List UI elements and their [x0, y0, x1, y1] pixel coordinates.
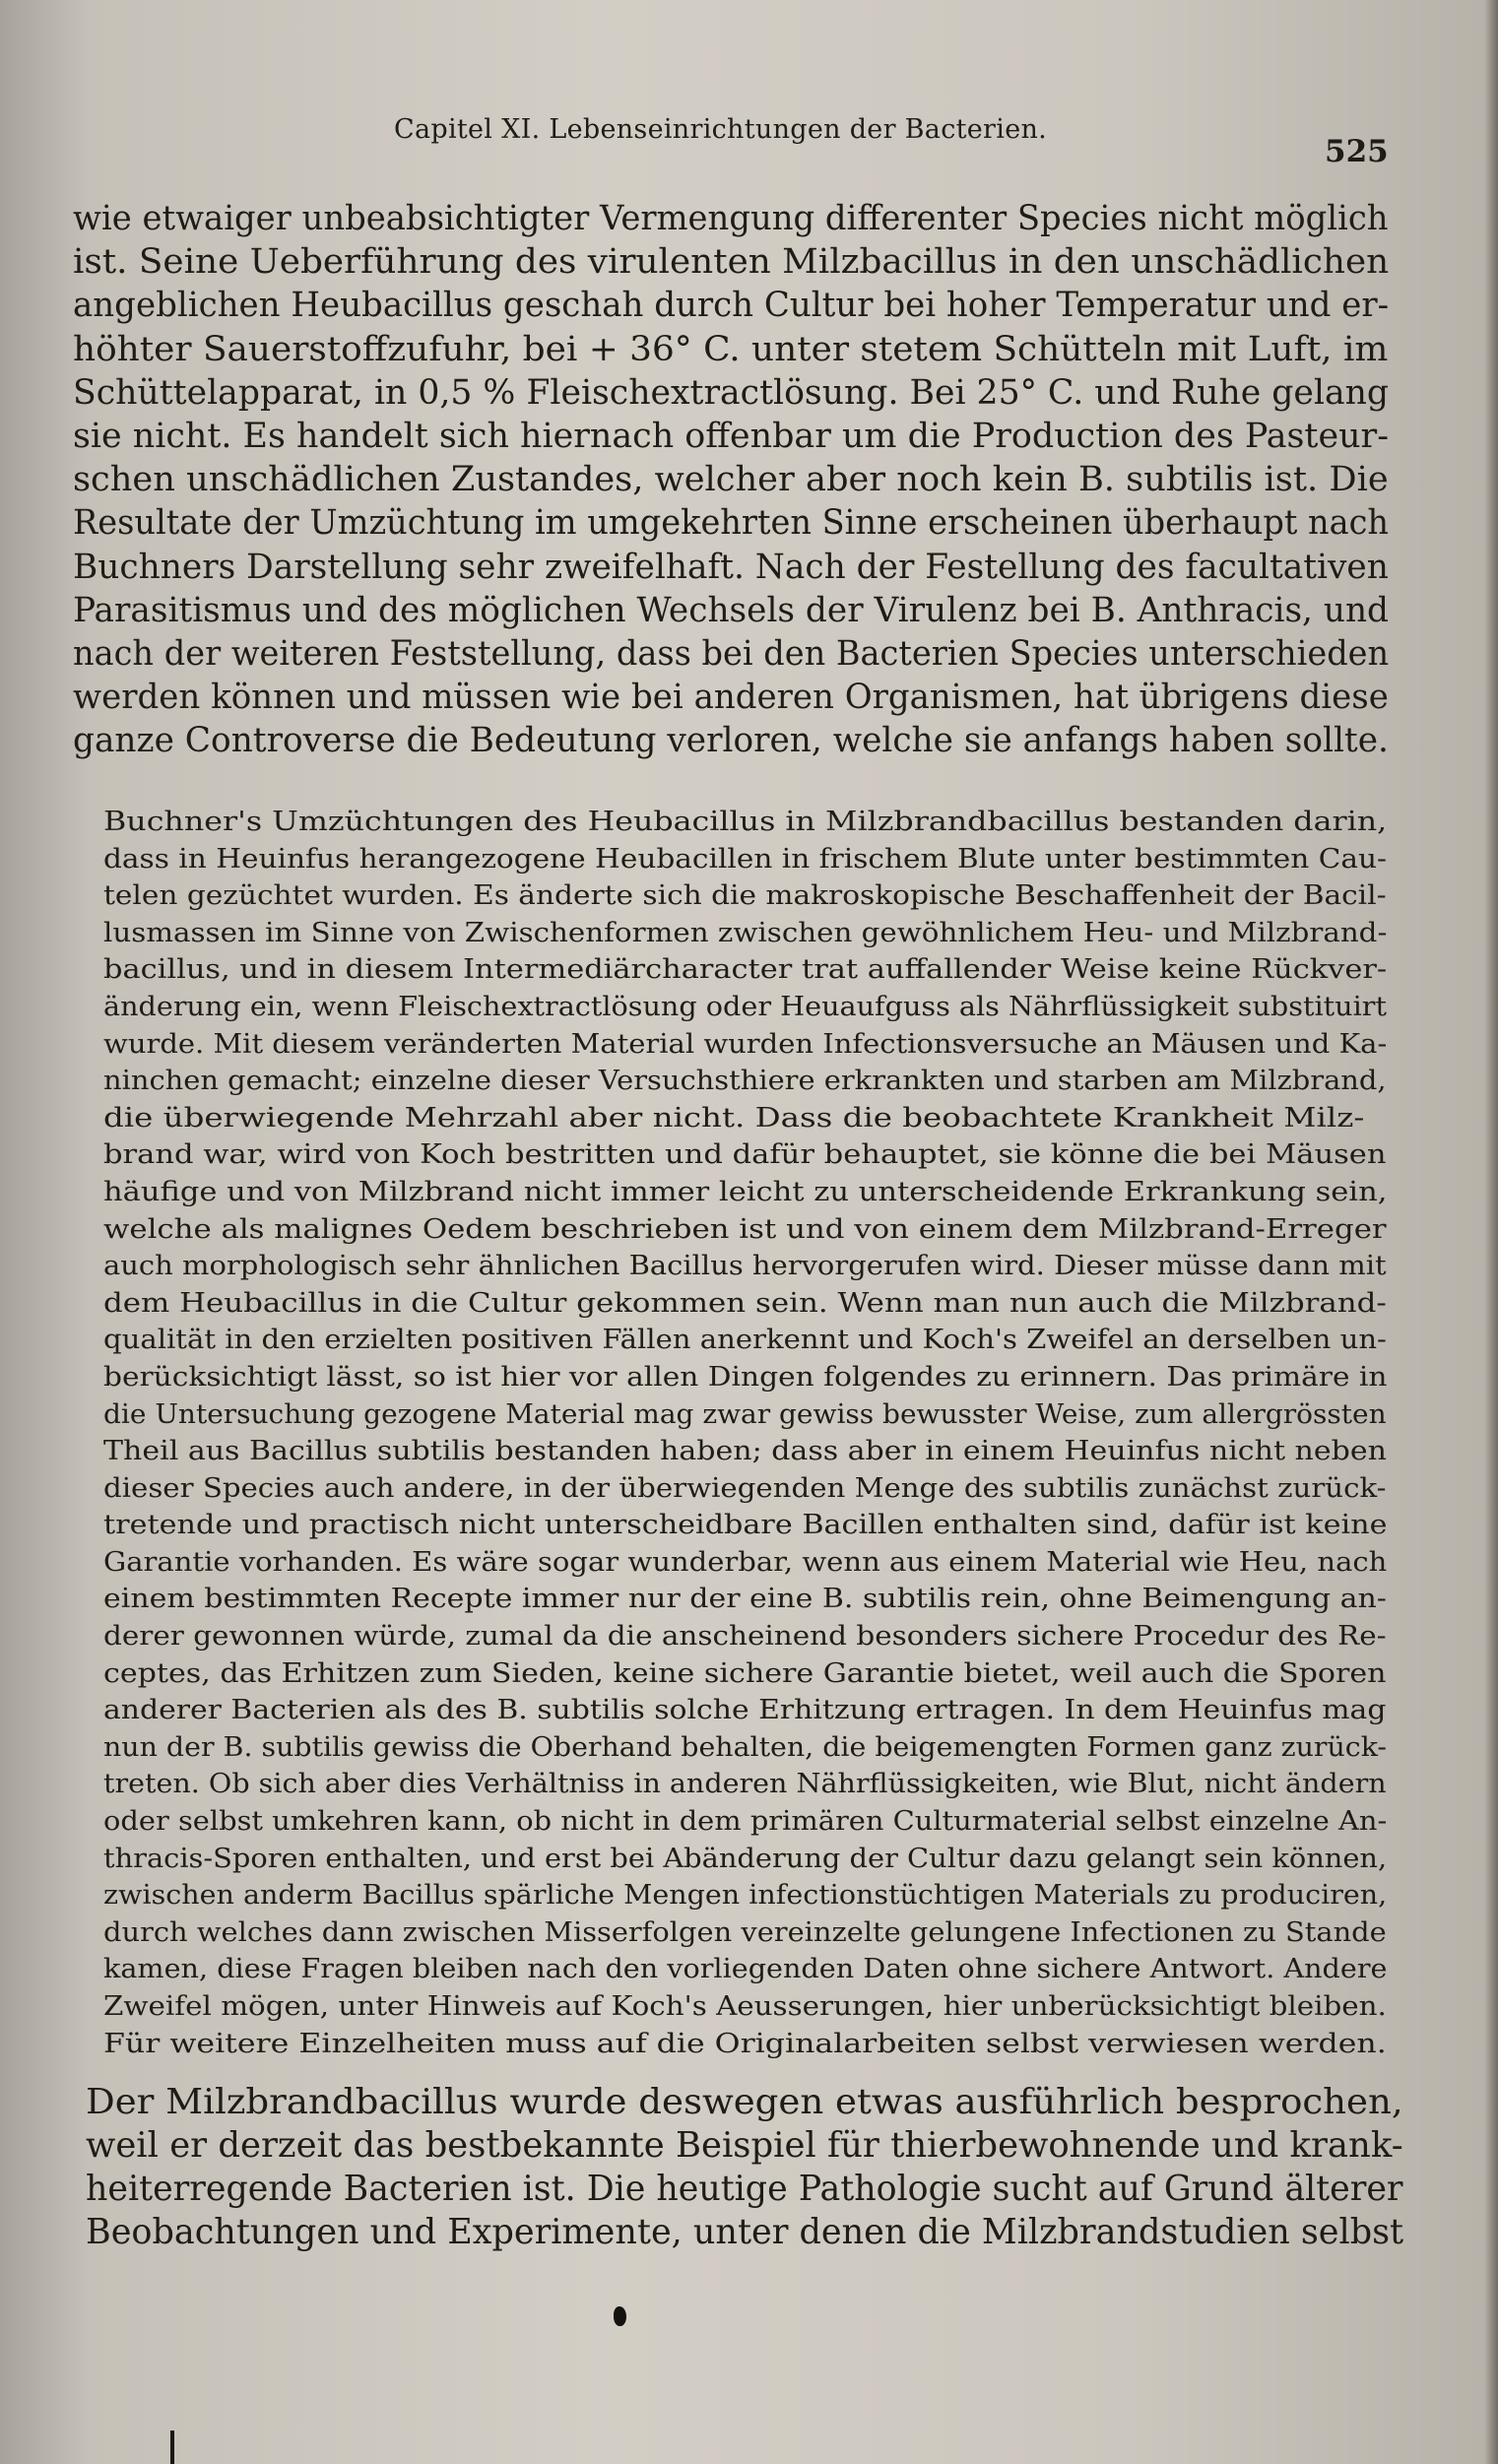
text-line: Resultate der Umzüchtung im umgekehrten Sinne erscheinen überhaupt nach [73, 503, 1390, 544]
note-line: tretende und practisch nicht unterscheidbare Bacillen enthalten sind, dafür ist keine [103, 1509, 1388, 1541]
text-line: Parasitismus und des möglichen Wechsels der Virulenz bei B. Anthracis, und [73, 590, 1390, 630]
note-line: einem bestimmten Recepte immer nur der eine B. subtilis rein, ohne Beimengung an- [103, 1583, 1387, 1615]
note-line: zwischen anderm Bacillus spärliche Mengen infectionstüchtigen Materials zu produciren, [103, 1879, 1388, 1912]
note-line: wurde. Mit diesem veränderten Material wurden Infectionsversuche an Mäusen und Ka- [103, 1027, 1388, 1060]
text-line: wie etwaiger unbeabsichtigter Vermengung differenter Species nicht möglich [73, 199, 1389, 238]
ink-stroke-mark [170, 2431, 174, 2464]
note-line: derer gewonnen würde, zumal da die anscheinend besonders sichere Procedur des Re- [103, 1620, 1387, 1653]
note-line: Für weitere Einzelheiten muss auf die Originalarbeiten selbst verwiesen werden. [103, 2027, 1387, 2059]
paragraph-main-2 [86, 2081, 1431, 2254]
note-line: durch welches dann zwischen Misserfolgen vereinzelte gelungene Infectionen zu Stande [103, 1915, 1387, 1948]
note-line: nun der B. subtilis gewiss die Oberhand behalten, die beigemengten Formen ganz zurück- [103, 1730, 1388, 1763]
note-line: bacillus, und in diesem Intermediärcharacter trat auffallender Weise keine Rückver- [103, 953, 1388, 986]
note-line: dass in Heuinfus herangezogene Heubacillen in frischem Blute unter bestimmten Cau- [103, 842, 1388, 875]
page-header [0, 110, 1498, 169]
note-line: berücksichtigt lässt, so ist hier vor allen Dingen folgendes zu erinnern. Das primäre in [103, 1360, 1388, 1393]
note-line: Garantie vorhanden. Es wäre sogar wunderbar, wenn aus einem Material wie Heu, nach [103, 1545, 1388, 1578]
note-line: ceptes, das Erhitzen zum Sieden, keine sichere Garantie bietet, weil auch die Sporen [103, 1656, 1387, 1689]
note-line: die Untersuchung gezogene Material mag zwar gewiss bewusster Weise, zum allergrössten [103, 1397, 1387, 1430]
note-line: lusmassen im Sinne von Zwischenformen zwischen gewöhnlichem Heu- und Milzbrand- [103, 916, 1388, 948]
ink-blot-mark [614, 2306, 626, 2326]
paragraph-main-1 [73, 197, 1445, 762]
text-line: Schüttelapparat, in 0,5 % Fleischextractlösung. Bei 25° C. und Ruhe gelang [73, 372, 1390, 413]
note-line: treten. Ob sich aber dies Verhältniss in anderen Nährflüssigkeiten, wie Blut, nicht ändern [103, 1768, 1387, 1800]
note-line: änderung ein, wenn Fleischextractlösung oder Heuaufguss als Nährflüssigkeit substituirt [103, 990, 1387, 1022]
note-line: anderer Bacterien als des B. subtilis solche Erhitzung ertragen. In dem Heuinfus mag [103, 1694, 1387, 1726]
note-line: oder selbst umkehren kann, ob nicht in dem primären Culturmaterial selbst einzelne An- [103, 1805, 1388, 1838]
note-line: qualität in den erzielten positiven Fällen anerkennt und Koch's Zweifel an derselben un- [103, 1324, 1387, 1356]
note-block [103, 804, 1388, 2062]
note-line: welche als malignes Oedem beschrieben ist und von einem dem Milzbrand-Erreger [103, 1212, 1387, 1245]
text-line: sie nicht. Es handelt sich hiernach offenbar um die Production des Pasteur- [73, 416, 1390, 456]
text-line: werden können und müssen wie bei anderen Organismen, hat übrigens diese [73, 678, 1389, 718]
text-line: Buchners Darstellung sehr zweifelhaft. Nach der Festellung des facultativen [73, 547, 1389, 587]
note-line: dem Heubacillus in die Cultur gekommen sein. Wenn man nun auch die Milzbrand- [103, 1286, 1387, 1319]
note-line: thracis-Sporen enthalten, und erst bei Abänderung der Cultur dazu gelangt sein können, [103, 1842, 1388, 1874]
note-line: ninchen gemacht; einzelne dieser Versuchsthiere erkrankten und starben am Milzbrand, [103, 1065, 1387, 1097]
running-title: Capitel XI. Lebenseinrichtungen der Bacterien. [394, 114, 1048, 145]
note-line: dieser Species auch andere, in der überwiegenden Menge des subtilis zunächst zurück- [103, 1471, 1387, 1504]
text-line: weil er derzeit das bestbekannte Beispiel für thierbewohnende und krank- [86, 2125, 1403, 2166]
note-line: Buchner's Umzüchtungen des Heubacillus in Milzbrandbacillus bestanden darin, [103, 806, 1388, 837]
page-number: 525 [1325, 134, 1389, 169]
text-line: nach der weiteren Feststellung, dass bei den Bacterien Species unterschieden [73, 633, 1390, 674]
note-line: telen gezüchtet wurden. Es änderte sich die makroskopische Beschaffenheit der Bacil- [103, 879, 1387, 912]
note-line: kamen, diese Fragen bleiben nach den vorliegenden Daten ohne sichere Antwort. Andere [103, 1953, 1388, 1985]
text-line: angeblichen Heubacillus geschah durch Cultur bei hoher Temperatur und er- [73, 286, 1390, 326]
note-line: auch morphologisch sehr ähnlichen Bacillus hervorgerufen wird. Dieser müsse dann mit [103, 1250, 1387, 1282]
text-line: Der Milzbrandbacillus wurde deswegen etwas ausführlich besprochen, [86, 2082, 1403, 2122]
note-line: die überwiegende Mehrzahl aber nicht. Dass die beobachtete Krankheit Milz- [103, 1101, 1365, 1134]
text-line: heiterregende Bacterien ist. Die heutige Pathologie sucht auf Grund älterer [86, 2169, 1403, 2209]
note-line: Theil aus Bacillus subtilis bestanden haben; dass aber in einem Heuinfus nicht neben [103, 1435, 1387, 1467]
text-line: schen unschädlichen Zustandes, welcher aber noch kein B. subtilis ist. Die [73, 460, 1389, 500]
note-line: häufige und von Milzbrand nicht immer leicht zu unterscheidende Erkrankung sein, [103, 1175, 1388, 1207]
text-line: höhter Sauerstoffzufuhr, bei + 36° C. unter stetem Schütteln mit Luft, im [73, 329, 1389, 369]
text-line: ganze Controverse die Bedeutung verloren, welche sie anfangs haben sollte. [73, 721, 1389, 761]
note-line: Zweifel mögen, unter Hinweis auf Koch's Aeusserungen, hier unberücksichtigt bleiben. [103, 1990, 1387, 2022]
text-line: ist. Seine Ueberführung des virulenten Milzbacillus in den unschädlichen [73, 242, 1390, 283]
text-line: Beobachtungen und Experimente, unter denen die Milzbrandstudien selbst [86, 2212, 1404, 2252]
note-line: brand war, wird von Koch bestritten und dafür behauptet, sie könne die bei Mäusen [103, 1138, 1387, 1171]
